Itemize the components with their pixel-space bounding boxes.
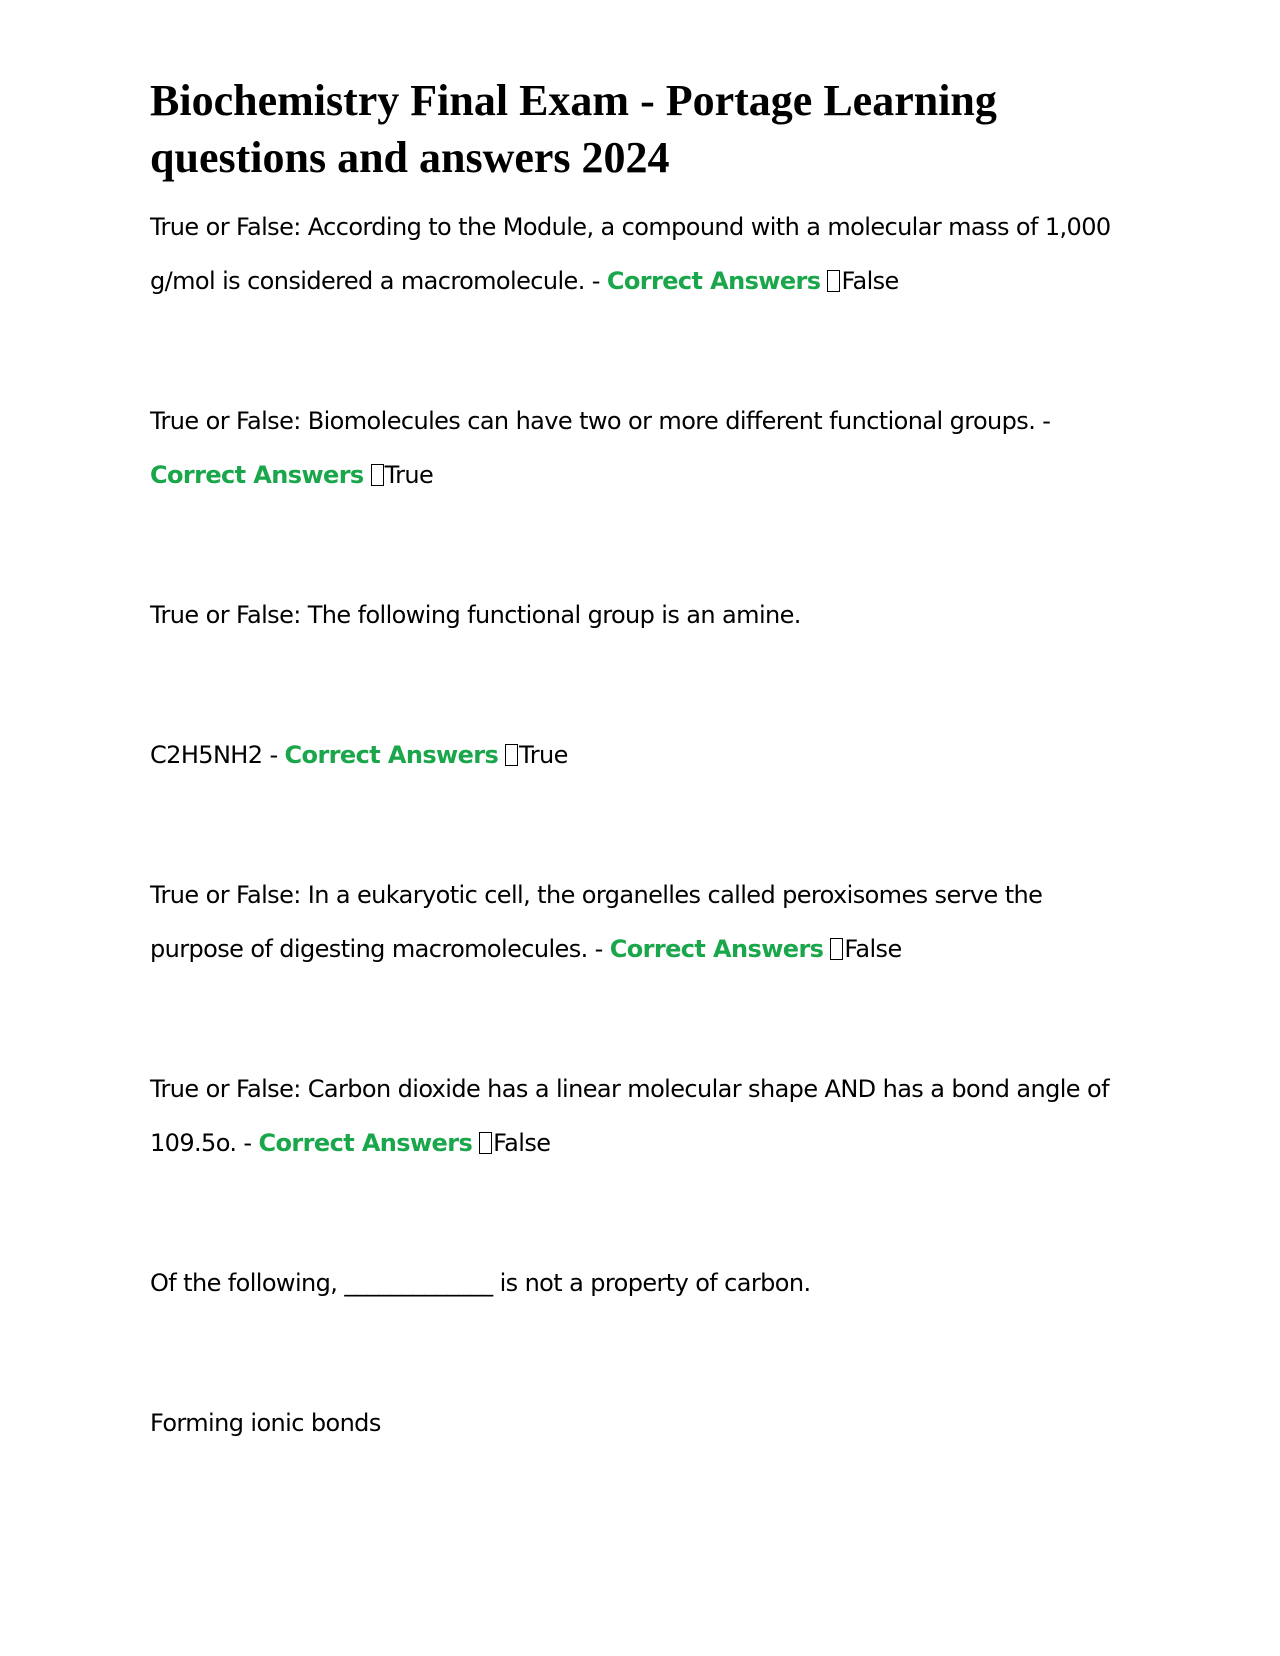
answer-text: True xyxy=(384,461,434,489)
question-text: True or False: In a eukaryotic cell, the organelles called peroxisomes serve the purpose of digesting macromolecules. xyxy=(150,881,1043,963)
qa-item-2 xyxy=(150,394,1130,502)
question-text: True or False: According to the Module, a compound with a molecular mass of 1,000 g/mol is considered a macromolecule. xyxy=(150,213,1111,295)
box-glyph-icon xyxy=(479,1132,492,1154)
correct-answers-label: Correct Answers xyxy=(258,1129,473,1157)
correct-answers-label: Correct Answers xyxy=(284,741,499,769)
separator: - xyxy=(236,1129,259,1157)
box-glyph-icon xyxy=(830,938,843,960)
answer-text: True xyxy=(519,741,568,769)
question-line: True or False: The following functional group is an amine. xyxy=(150,601,801,629)
question-text: True or False: Carbon dioxide has a linear molecular shape AND has a bond angle of 109.5o. xyxy=(150,1075,1109,1157)
qa-item-3 xyxy=(150,728,1130,782)
correct-answers-label: Correct Answers xyxy=(609,935,824,963)
answer-text: False xyxy=(493,1129,551,1157)
qa-item-5 xyxy=(150,1062,1130,1170)
box-glyph-icon xyxy=(505,744,518,766)
question-line: Of the following, _____________ is not a property of carbon. xyxy=(150,1269,811,1297)
document-title: Biochemistry Final Exam - Portage Learning questions and answers 2024 xyxy=(150,76,997,182)
correct-answers-label: Correct Answers xyxy=(606,267,821,295)
qa-item-4 xyxy=(150,868,1130,976)
separator: - xyxy=(584,267,607,295)
correct-answers-label: Correct Answers xyxy=(150,461,364,489)
answer-option-line: Forming ionic bonds xyxy=(150,1409,381,1437)
answer-text: False xyxy=(841,267,899,295)
box-glyph-icon xyxy=(371,464,384,486)
separator: - xyxy=(1035,407,1051,435)
question-text: C2H5NH2 xyxy=(150,741,263,769)
separator: - xyxy=(587,935,610,963)
separator: - xyxy=(262,741,285,769)
answer-text: False xyxy=(844,935,902,963)
qa-item-1 xyxy=(150,200,1130,308)
question-text: True or False: Biomolecules can have two or more different functional groups. xyxy=(150,407,1036,435)
box-glyph-icon xyxy=(827,270,840,292)
document-page xyxy=(150,72,1130,1536)
